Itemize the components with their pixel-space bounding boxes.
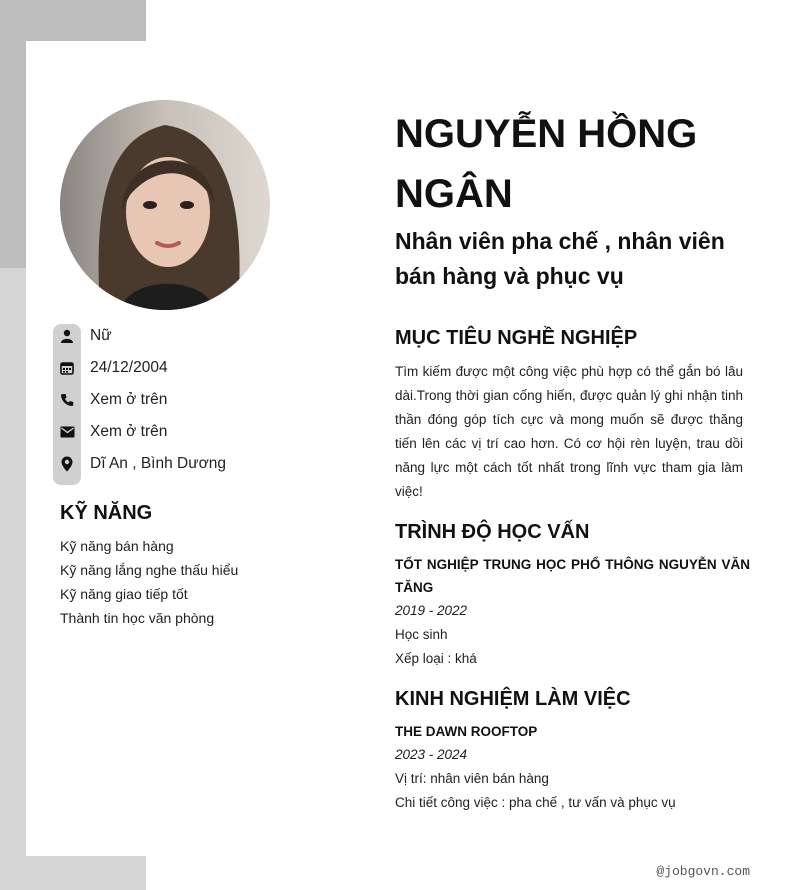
phone-text: Xem ở trên — [90, 391, 168, 408]
skill-item: Kỹ năng bán hàng — [60, 538, 174, 554]
experience-position: Vị trí: nhân viên bán hàng — [395, 771, 549, 786]
skill-item: Kỹ năng lắng nghe thấu hiểu — [60, 562, 239, 578]
education-heading: TRÌNH ĐỘ HỌC VẤN — [395, 521, 590, 543]
candidate-role: Nhân viên pha chế , nhân viên bán hàng và phục vụ — [395, 228, 725, 289]
experience-details: Chi tiết công việc : pha chế , tư vấn và phục vụ — [395, 795, 676, 810]
phone-icon — [53, 384, 81, 416]
skill-item: Thành tin học văn phòng — [60, 610, 215, 626]
birthdate-row — [53, 352, 168, 384]
email-text: Xem ở trên — [90, 423, 168, 440]
calendar-icon — [53, 352, 81, 384]
experience-period: 2023 - 2024 — [395, 747, 468, 762]
email-row — [53, 416, 167, 448]
location-icon — [53, 448, 81, 480]
education-school: TỐT NGHIỆP TRUNG HỌC PHỔ THÔNG NGUYỄN VĂN TĂNG — [395, 557, 750, 595]
gender-row — [53, 320, 112, 352]
person-icon — [53, 320, 81, 352]
skills-heading: KỸ NĂNG — [60, 502, 153, 524]
watermark: @jobgovn.com — [656, 864, 750, 879]
education-period: 2019 - 2022 — [395, 603, 468, 618]
birthdate-text: 24/12/2004 — [90, 359, 168, 376]
gender-text: Nữ — [90, 327, 112, 344]
education-grade: Xếp loại : khá — [395, 651, 477, 666]
profile-photo — [60, 100, 270, 310]
experience-heading: KINH NGHIỆM LÀM VIỆC — [395, 688, 631, 710]
education-detail: Học sinh — [395, 627, 448, 642]
objective-heading: MỤC TIÊU NGHỀ NGHIỆP — [395, 327, 638, 349]
address-text: Dĩ An , Bình Dương — [90, 455, 226, 472]
profile-photo-image — [60, 100, 270, 310]
address-row — [53, 448, 226, 480]
experience-company: THE DAWN ROOFTOP — [395, 724, 538, 739]
mail-icon — [53, 416, 81, 448]
phone-row — [53, 384, 167, 416]
skill-item: Kỹ năng giao tiếp tốt — [60, 586, 188, 602]
candidate-name: NGUYỄN HỒNG NGÂN — [395, 112, 698, 216]
objective-text: Tìm kiếm được một công việc phù hợp có thể gắn bó lâu dài.Trong thời gian cống hiến, được quản lý ghi nhận tinh thần đóng góp tích cực và mong muốn sẽ được thăng tiến lên các vị trí cao hơn. Có cơ hội rèn luyện, trau dồi năng lực một cách tốt nhất trong lĩnh vực tham gia làm việc! — [395, 364, 743, 499]
